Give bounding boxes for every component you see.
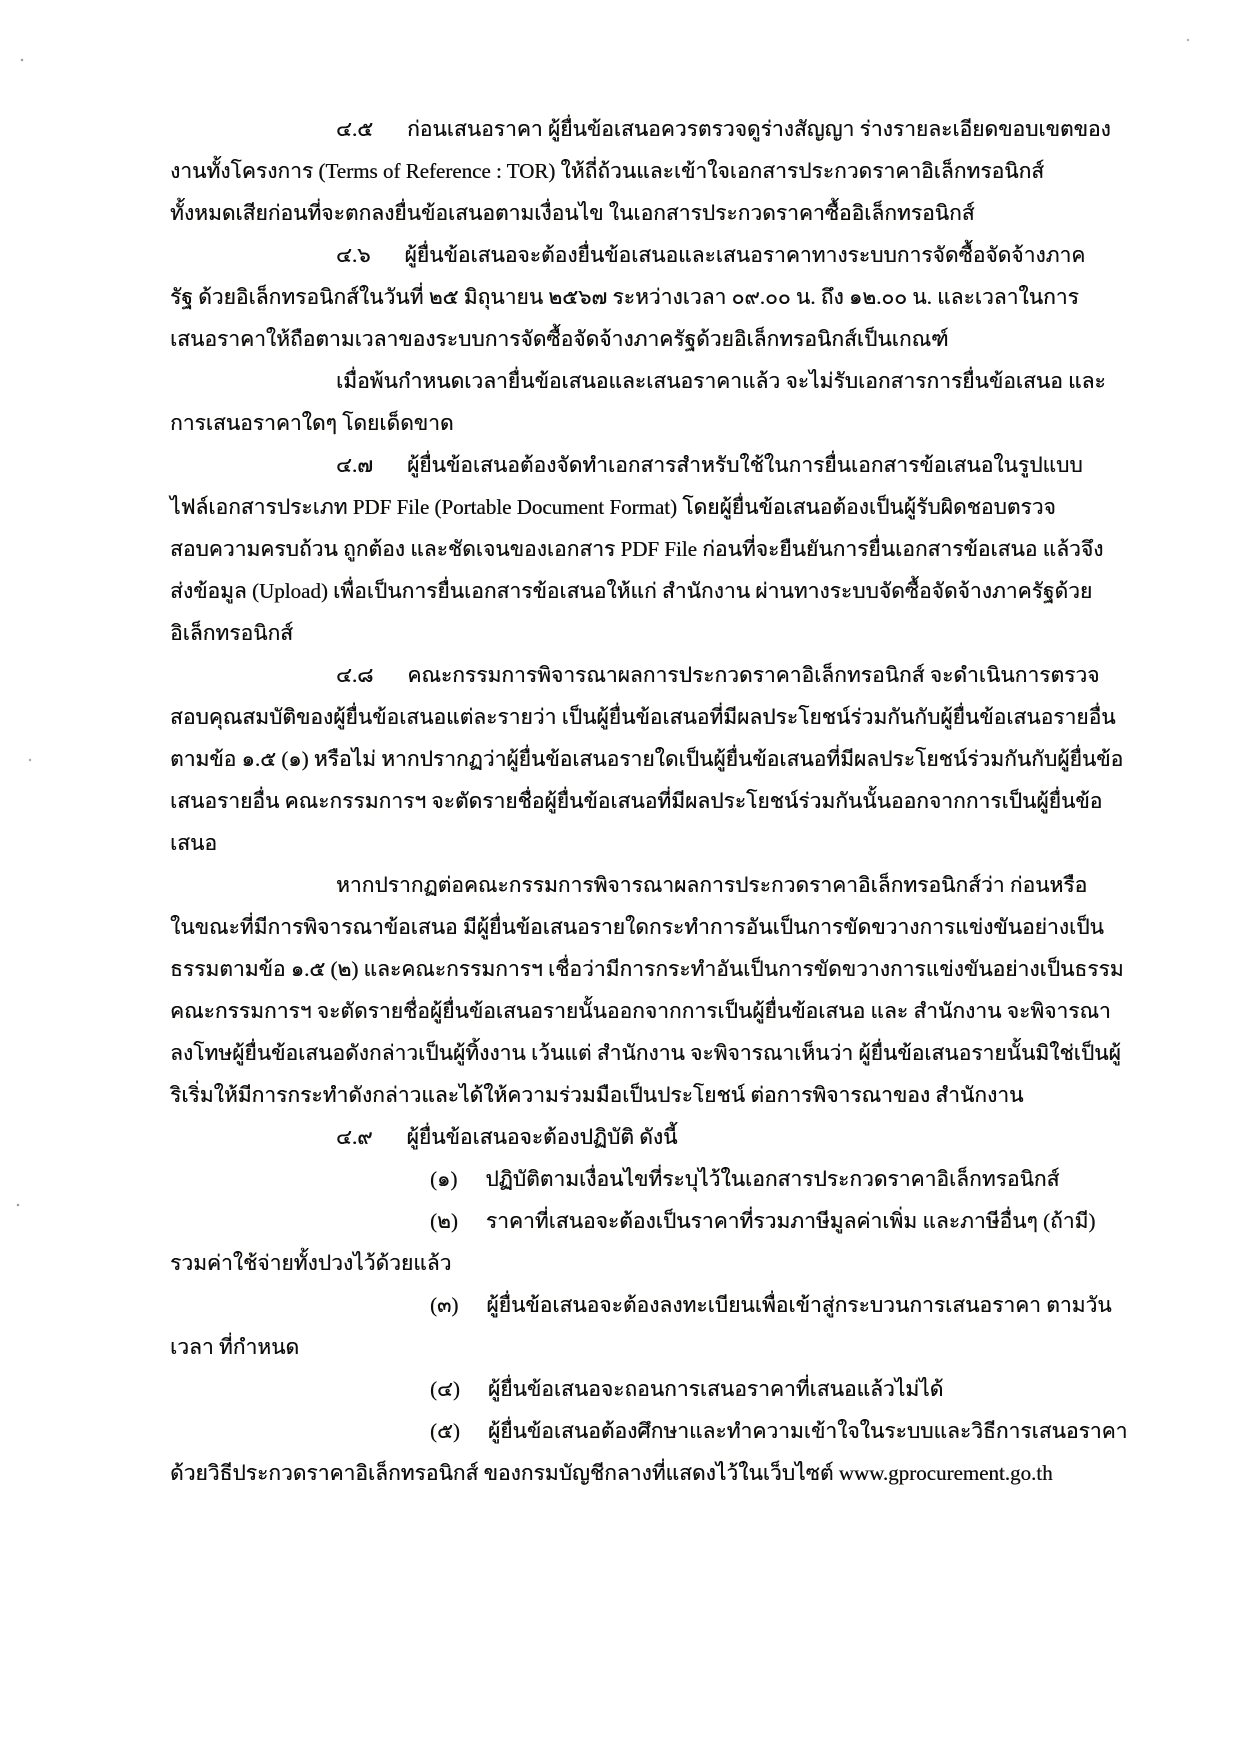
document-line — [170, 864, 1088, 906]
document-line — [170, 1032, 1121, 1074]
document-line — [170, 276, 1079, 318]
document-line — [170, 654, 1100, 696]
line-text: คณะกรรมการฯ จะตัดรายชื่อผู้ยื่นข้อเสนอรายนั้นออกจากการเป็นผู้ยื่นข้อเสนอ และ สำนักงาน จะพิจารณา — [170, 999, 1111, 1023]
document-line — [170, 1242, 1000, 1284]
document-line — [170, 318, 1000, 360]
document-line — [170, 486, 1056, 528]
document-line — [170, 150, 1045, 192]
clause-number: (๑) — [430, 1167, 458, 1191]
line-text: ไฟล์เอกสารประเภท PDF File (Portable Document Format) โดยผู้ยื่นข้อเสนอต้องเป็นผู้รับผิดชอบตรวจ — [170, 495, 1056, 519]
line-text: ลงโทษผู้ยื่นข้อเสนอดังกล่าวเป็นผู้ทิ้งงาน เว้นแต่ สำนักงาน จะพิจารณาเห็นว่า ผู้ยื่นข้อเสนอรายนั้นมิใช่เป็นผู้ — [170, 1041, 1121, 1065]
document-line — [170, 444, 1083, 486]
line-text: การเสนอราคาใดๆ โดยเด็ดขาด — [170, 411, 454, 435]
line-text: ปฏิบัติตามเงื่อนไขที่ระบุไว้ในเอกสารประกวดราคาอิเล็กทรอนิกส์ — [485, 1167, 1060, 1191]
line-text: อิเล็กทรอนิกส์ — [170, 621, 293, 645]
document-line — [170, 528, 1104, 570]
line-text: เมื่อพ้นกำหนดเวลายื่นข้อเสนอและเสนอราคาแล้ว จะไม่รับเอกสารการยื่นข้อเสนอ และ — [336, 369, 1106, 393]
line-text: ผู้ยื่นข้อเสนอต้องจัดทำเอกสารสำหรับใช้ในการยื่นเอกสารข้อเสนอในรูปแบบ — [406, 453, 1083, 477]
line-text: ก่อนเสนอราคา ผู้ยื่นข้อเสนอควรตรวจดูร่างสัญญา ร่างรายละเอียดขอบเขตของ — [407, 117, 1111, 141]
document-line — [170, 1368, 1000, 1410]
line-text: ริเริ่มให้มีการกระทำดังกล่าวและได้ให้ความร่วมมือเป็นประโยชน์ ต่อการพิจารณาของ สำนักงาน — [170, 1083, 1024, 1107]
line-text: ผู้ยื่นข้อเสนอจะต้องยื่นข้อเสนอและเสนอราคาทางระบบการจัดซื้อจัดจ้างภาค — [404, 243, 1086, 267]
document-line — [170, 192, 1000, 234]
document-body — [170, 108, 1128, 1494]
clause-number: ๔.๖ — [336, 243, 371, 267]
line-text: สอบคุณสมบัติของผู้ยื่นข้อเสนอแต่ละรายว่า เป็นผู้ยื่นข้อเสนอที่มีผลประโยชน์ร่วมกันกับผู้ยื่นข้อเสนอรายอื่น — [170, 705, 1116, 729]
document-line — [170, 822, 1000, 864]
document-line — [170, 738, 1124, 780]
line-text: ราคาที่เสนอจะต้องเป็นราคาที่รวมภาษีมูลค่าเพิ่ม และภาษีอื่นๆ (ถ้ามี) — [485, 1209, 1096, 1233]
line-text: เสนอ — [170, 831, 217, 855]
line-text: ทั้งหมดเสียก่อนที่จะตกลงยื่นข้อเสนอตามเงื่อนไข ในเอกสารประกวดราคาซื้ออิเล็กทรอนิกส์ — [170, 201, 975, 225]
line-text: ในขณะที่มีการพิจารณาข้อเสนอ มีผู้ยื่นข้อเสนอรายใดกระทำการอันเป็นการขัดขวางการแข่งขันอย่างเป็น — [170, 915, 1104, 939]
clause-number: ๔.๙ — [336, 1125, 373, 1149]
document-line — [170, 612, 1000, 654]
document-line — [170, 570, 1093, 612]
line-text: ผู้ยื่นข้อเสนอจะถอนการเสนอราคาที่เสนอแล้วไม่ได้ — [487, 1377, 944, 1401]
line-text: เวลา ที่กำหนด — [170, 1335, 300, 1359]
line-text: รวมค่าใช้จ่ายทั้งปวงไว้ด้วยแล้ว — [170, 1251, 452, 1275]
clause-number: ๔.๗ — [336, 453, 373, 477]
clause-number: (๒) — [430, 1209, 458, 1233]
line-text: ผู้ยื่นข้อเสนอจะต้องปฏิบัติ ดังนี้ — [406, 1125, 678, 1149]
document-line — [170, 1452, 1053, 1494]
line-text: ตามข้อ ๑.๕ (๑) หรือไม่ หากปรากฏว่าผู้ยื่นข้อเสนอรายใดเป็นผู้ยื่นข้อเสนอที่มีผลประโยชน์ร่วมกันกับผู้ยื่นข้อ — [170, 747, 1124, 771]
line-text: ส่งข้อมูล (Upload) เพื่อเป็นการยื่นเอกสารข้อเสนอให้แก่ สำนักงาน ผ่านทางระบบจัดซื้อจัดจ้างภาครัฐด้วย — [170, 579, 1093, 603]
document-line — [170, 1158, 1060, 1200]
document-line — [170, 990, 1111, 1032]
line-text: คณะกรรมการพิจารณาผลการประกวดราคาอิเล็กทรอนิกส์ จะดำเนินการตรวจ — [407, 663, 1100, 687]
document-line — [170, 780, 1103, 822]
document-line — [170, 360, 1106, 402]
document-line — [170, 1074, 1024, 1116]
clause-number: ๔.๘ — [336, 663, 374, 687]
document-line — [170, 108, 1111, 150]
line-text: รัฐ ด้วยอิเล็กทรอนิกส์ในวันที่ ๒๕ มิถุนายน ๒๕๖๗ ระหว่างเวลา ๐๙.๐๐ น. ถึง ๑๒.๐๐ น. และเวลาในการ — [170, 285, 1079, 309]
document-line — [170, 1200, 1096, 1242]
document-line — [170, 1410, 1128, 1452]
line-text: สอบความครบถ้วน ถูกต้อง และชัดเจนของเอกสาร PDF File ก่อนที่จะยืนยันการยื่นเอกสารข้อเสนอ แล้วจึง — [170, 537, 1104, 561]
document-line — [170, 1326, 1000, 1368]
line-text: หากปรากฏต่อคณะกรรมการพิจารณาผลการประกวดราคาอิเล็กทรอนิกส์ว่า ก่อนหรือ — [336, 873, 1088, 897]
document-line — [170, 1116, 1000, 1158]
document-line — [170, 1284, 1112, 1326]
document-line — [170, 696, 1116, 738]
document-line — [170, 906, 1104, 948]
line-text: เสนอรายอื่น คณะกรรมการฯ จะตัดรายชื่อผู้ยื่นข้อเสนอที่มีผลประโยชน์ร่วมกันนั้นออกจากการเป็นผู้ยื่นข้อ — [170, 789, 1103, 813]
line-text: ธรรมตามข้อ ๑.๕ (๒) และคณะกรรมการฯ เชื่อว่ามีการกระทำอันเป็นการขัดขวางการแข่งขันอย่างเป็นธรรม — [170, 957, 1124, 981]
document-line — [170, 234, 1086, 276]
line-text: ด้วยวิธีประกวดราคาอิเล็กทรอนิกส์ ของกรมบัญชีกลางที่แสดงไว้ในเว็บไซต์ www.gprocurement.go.th — [170, 1461, 1053, 1485]
line-text: ผู้ยื่นข้อเสนอต้องศึกษาและทำความเข้าใจในระบบและวิธีการเสนอราคา — [487, 1419, 1128, 1443]
line-text: ผู้ยื่นข้อเสนอจะต้องลงทะเบียนเพื่อเข้าสู่กระบวนการเสนอราคา ตามวัน — [486, 1293, 1112, 1317]
clause-number: (๔) — [430, 1377, 460, 1401]
document-line — [170, 948, 1124, 990]
line-text: งานทั้งโครงการ (Terms of Reference : TOR) ให้ถี่ถ้วนและเข้าใจเอกสารประกวดราคาอิเล็กทรอนิกส์ — [170, 159, 1045, 183]
clause-number: ๔.๕ — [336, 117, 374, 141]
line-text: เสนอราคาให้ถือตามเวลาของระบบการจัดซื้อจัดจ้างภาครัฐด้วยอิเล็กทรอนิกส์เป็นเกณฑ์ — [170, 327, 949, 351]
document-line — [170, 402, 1000, 444]
clause-number: (๓) — [430, 1293, 459, 1317]
clause-number: (๕) — [430, 1419, 460, 1443]
